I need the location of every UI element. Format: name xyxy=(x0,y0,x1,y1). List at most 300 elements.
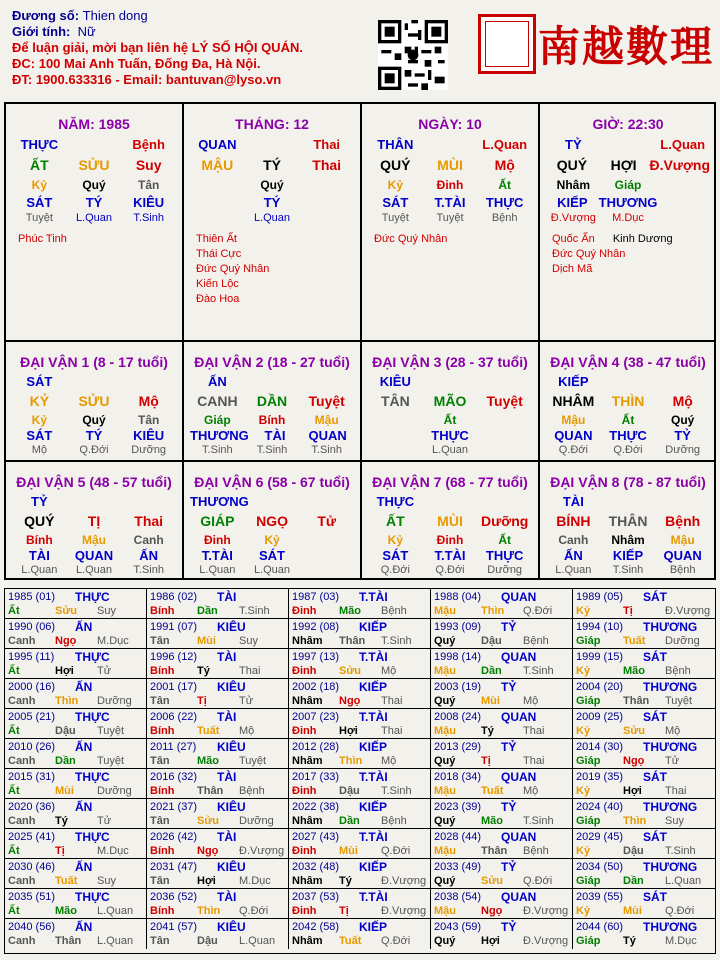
contact-line: Để luận giải, mời bạn liên hệ LÝ SỐ HỘI QUÁN. xyxy=(12,40,303,55)
year-label: 2010 (26) xyxy=(8,741,56,753)
year-phase: Suy xyxy=(239,635,258,647)
year-phase: Tử xyxy=(665,755,680,767)
year-branch: Ngọ xyxy=(55,635,77,647)
year-phase: Mộ xyxy=(523,785,539,797)
year-ten-god: THƯƠNG xyxy=(643,620,698,634)
year-ten-god: KIÊU xyxy=(217,620,246,634)
pillar-entry: SÁT xyxy=(26,194,53,210)
year-branch: Ngọ xyxy=(339,695,361,707)
pillar-entry: MÙI xyxy=(437,513,463,529)
year-branch: Tị xyxy=(339,905,349,917)
pillar-entry: THỰC xyxy=(431,427,469,443)
year-stem: Ất xyxy=(8,605,20,617)
year-stem: Tân xyxy=(150,875,170,887)
year-ten-god: ẤN xyxy=(75,620,93,634)
year-branch: Ngọ xyxy=(481,905,503,917)
year-phase: Đ.Vượng xyxy=(665,605,711,617)
year-phase: Mộ xyxy=(381,755,397,767)
pillar-entry: ẤT xyxy=(30,157,49,173)
year-cell xyxy=(289,799,431,829)
year-stem: Tân xyxy=(150,755,170,767)
year-branch: Mão xyxy=(55,905,77,917)
year-cell xyxy=(573,859,715,889)
pillar-entry: SÁT xyxy=(259,547,285,563)
dai-van-cell-2 xyxy=(184,342,362,462)
year-phase: T.Sinh xyxy=(381,635,412,647)
pillar-entry: CANH xyxy=(197,393,238,409)
year-ten-god: T.TÀI xyxy=(359,890,388,904)
pillar-entry: BÍNH xyxy=(556,513,591,529)
pillar-entry: Bính xyxy=(258,413,286,427)
pillar-entry: ẤN xyxy=(563,547,583,563)
pillar-entry: Tử xyxy=(317,513,337,529)
note-text: Dịch Mã xyxy=(552,263,593,275)
year-branch: Mùi xyxy=(623,905,642,917)
year-phase: Thai xyxy=(239,665,261,677)
year-label: 2031 (47) xyxy=(150,861,198,873)
pillar-entry: ẤN xyxy=(207,373,227,389)
year-cell xyxy=(431,799,573,829)
header-info xyxy=(12,8,372,88)
year-label: 2015 (31) xyxy=(8,771,56,783)
year-branch: Dần xyxy=(481,665,502,677)
year-label: 2002 (18) xyxy=(292,681,340,693)
pillar-entry: SÁT xyxy=(26,373,53,389)
year-phase: Đ.Vượng xyxy=(523,935,569,947)
year-stem: Canh xyxy=(8,755,36,767)
pillar-entry: MÃO xyxy=(433,393,467,409)
pillar-entry: Mộ xyxy=(672,393,693,409)
pillar-entry: Canh xyxy=(558,533,589,547)
year-cell xyxy=(147,769,289,799)
year-phase: Dưỡng xyxy=(97,785,132,797)
pillar-entry: SÁT xyxy=(382,194,409,210)
pillar-entry: L.Quan xyxy=(555,563,592,576)
year-cell xyxy=(289,769,431,799)
pillar-entry: T.Sinh xyxy=(133,211,164,224)
year-ten-god: ẤN xyxy=(75,920,93,934)
dai-van-cell-8 xyxy=(540,462,716,578)
dai-van-cell-7 xyxy=(362,462,540,578)
year-cell xyxy=(5,799,147,829)
year-label: 2024 (40) xyxy=(576,801,624,813)
year-phase: Q.Đới xyxy=(665,905,695,917)
year-ten-god: TỶ xyxy=(501,740,517,754)
year-ten-god: THƯƠNG xyxy=(643,920,698,934)
year-branch: Dần xyxy=(197,605,218,617)
year-branch: Mùi xyxy=(197,635,216,647)
year-ten-god: TỶ xyxy=(501,860,517,874)
pillar-entry: Ất xyxy=(621,413,635,427)
pillar-entry: Nhâm xyxy=(611,533,645,547)
year-ten-god: KIÊU xyxy=(217,920,246,934)
pillar-entry: Kỷ xyxy=(31,178,47,192)
pillar-entry: MẬU xyxy=(201,157,234,173)
pillar-entry: Tuyệt xyxy=(436,211,464,224)
pillar-entry: TÝ xyxy=(263,157,281,173)
year-branch: Thìn xyxy=(197,905,221,917)
year-cell xyxy=(5,679,147,709)
year-stem: Canh xyxy=(8,815,36,827)
year-branch: Sửu xyxy=(481,875,504,887)
pillar-entry: T.Sinh xyxy=(612,563,644,576)
year-ten-god: TÀI xyxy=(217,770,237,784)
year-label: 2037 (53) xyxy=(292,891,340,903)
year-branch: Mùi xyxy=(339,845,358,857)
year-branch: Thân xyxy=(55,935,82,947)
year-stem: Quý xyxy=(434,635,456,647)
year-label: 2011 (27) xyxy=(150,741,197,753)
year-stem: Ất xyxy=(8,845,20,857)
pillar-entry: Đinh xyxy=(436,533,464,547)
year-ten-god: SÁT xyxy=(643,830,667,844)
cell-title: ĐẠI VẬN 8 (78 - 87 tuổi) xyxy=(550,474,706,490)
year-cell xyxy=(5,739,147,769)
cell-title: ĐẠI VẬN 6 (58 - 67 tuổi) xyxy=(194,474,350,490)
year-label: 2042 (58) xyxy=(292,921,340,933)
note-text: Đào Hoa xyxy=(196,293,240,305)
year-phase: Suy xyxy=(97,875,116,887)
year-label: 2016 (32) xyxy=(150,771,198,783)
owner-name: Thien dong xyxy=(82,8,148,23)
year-stem: Mậu xyxy=(434,905,456,917)
pillar-entry: Thai xyxy=(312,157,342,173)
pillar-entry: Tuyệt xyxy=(25,211,53,224)
year-stem: Kỷ xyxy=(576,905,591,917)
year-branch: Dậu xyxy=(197,935,218,947)
pillar-entry: Tuyệt xyxy=(381,211,409,224)
year-branch: Thân xyxy=(339,635,366,647)
year-label: 2009 (25) xyxy=(576,711,624,723)
year-label: 2001 (17) xyxy=(150,681,198,693)
year-label: 2018 (34) xyxy=(434,771,482,783)
pillar-entry: TÝ xyxy=(85,194,103,210)
year-cell xyxy=(431,769,573,799)
year-ten-god: THƯƠNG xyxy=(643,740,698,754)
year-label: 2017 (33) xyxy=(292,771,340,783)
year-branch: Dần xyxy=(623,875,644,887)
pillar-entry: Dưỡng xyxy=(131,443,167,456)
year-stem: Nhâm xyxy=(292,755,323,767)
pillar-entry: Q.Đới xyxy=(435,563,465,576)
year-stem: Quý xyxy=(434,815,456,827)
dai-van-cell-6 xyxy=(184,462,362,578)
year-branch: Ngọ xyxy=(623,755,645,767)
year-cell xyxy=(289,649,431,679)
year-phase: Q.Đới xyxy=(523,875,553,887)
cell-title: ĐẠI VẬN 7 (68 - 77 tuổi) xyxy=(372,474,528,490)
year-branch: Thân xyxy=(623,695,650,707)
year-phase: Đ.Vượng xyxy=(239,845,285,857)
year-ten-god: TÀI xyxy=(217,830,237,844)
pillar-entry: TÀI xyxy=(264,427,286,443)
year-ten-god: ẤN xyxy=(75,800,93,814)
year-ten-god: KIẾP xyxy=(359,680,388,694)
pillar-entry: QUÝ xyxy=(556,157,588,173)
year-phase: Mộ xyxy=(665,725,681,737)
year-phase: Tử xyxy=(239,695,254,707)
year-label: 2028 (44) xyxy=(434,831,482,843)
year-label: 1994 (10) xyxy=(576,621,624,633)
year-ten-god: QUAN xyxy=(501,830,537,844)
pillar-notes xyxy=(374,232,447,247)
year-ten-god: THƯƠNG xyxy=(643,800,698,814)
year-ten-god: THỰC xyxy=(75,890,110,904)
pillar-entry: Ất xyxy=(443,413,457,427)
year-label: 1985 (01) xyxy=(8,591,56,603)
cell-title: ĐẠI VẬN 4 (38 - 47 tuổi) xyxy=(550,354,706,370)
pillar-entry: L.Quan xyxy=(253,211,291,224)
year-stem: Bính xyxy=(150,785,175,797)
pillar-entry: T.Sinh xyxy=(202,443,233,456)
year-label: 2005 (21) xyxy=(8,711,56,723)
year-stem: Giáp xyxy=(576,935,601,947)
year-branch: Hợi xyxy=(197,875,216,887)
year-cell xyxy=(5,829,147,859)
pillar-entry: L.Quan xyxy=(253,563,291,576)
year-ten-god: ẤN xyxy=(75,740,93,754)
year-label: 2020 (36) xyxy=(8,801,56,813)
year-branch: Sửu xyxy=(55,605,78,617)
year-cell xyxy=(147,709,289,739)
year-ten-god: QUAN xyxy=(501,890,537,904)
pillar-entry: TỶ xyxy=(565,136,582,152)
pillar-entry: Mậu xyxy=(82,533,106,547)
year-stem: Ất xyxy=(8,665,20,677)
address-line: ĐC: 100 Mai Anh Tuấn, Đống Đa, Hà Nội. xyxy=(12,56,261,71)
year-branch: Dậu xyxy=(55,725,76,737)
year-branch: Mùi xyxy=(481,695,500,707)
year-stem: Bính xyxy=(150,845,175,857)
pillar-notes xyxy=(552,232,673,277)
year-phase: Dưỡng xyxy=(239,815,274,827)
year-cell xyxy=(573,589,715,619)
year-cell xyxy=(431,589,573,619)
pillar-entry: Mậu xyxy=(314,413,339,427)
year-ten-god: T.TÀI xyxy=(359,590,388,604)
year-ten-god: KIẾP xyxy=(359,920,388,934)
cell-title: ĐẠI VẬN 3 (28 - 37 tuổi) xyxy=(372,354,528,370)
pillar-entry: QUÝ xyxy=(380,157,411,173)
year-stem: Canh xyxy=(8,635,36,647)
year-label: 1999 (15) xyxy=(576,651,624,663)
year-ten-god: KIẾP xyxy=(359,740,388,754)
year-phase: Tử xyxy=(97,665,112,677)
year-stem: Kỷ xyxy=(576,845,591,857)
year-cell xyxy=(147,589,289,619)
year-stem: Quý xyxy=(434,875,456,887)
pillar-entry: KIẾP xyxy=(612,547,644,563)
year-ten-god: T.TÀI xyxy=(359,770,388,784)
pillar-entry: Bính xyxy=(26,533,53,547)
year-phase: Mộ xyxy=(381,665,397,677)
year-phase: Bệnh xyxy=(523,635,549,647)
pillar-entry: Bệnh xyxy=(132,136,165,152)
pillar-entry: Canh xyxy=(133,533,164,547)
year-label: 2022 (38) xyxy=(292,801,340,813)
year-cell xyxy=(289,889,431,919)
pillar-entry: SÁT xyxy=(26,427,53,443)
pillar-entry: Bệnh xyxy=(669,563,696,576)
year-phase: T.Sinh xyxy=(523,665,554,677)
year-cell xyxy=(573,889,715,919)
pillar-entry: THỰC xyxy=(609,427,647,443)
year-stem: Mậu xyxy=(434,845,456,857)
year-label: 1986 (02) xyxy=(150,591,198,603)
year-stem: Kỷ xyxy=(576,725,591,737)
year-stem: Nhâm xyxy=(292,815,323,827)
pillar-entry: Đ.Vượng xyxy=(550,211,596,224)
year-branch: Dậu xyxy=(623,845,644,857)
year-cell xyxy=(573,709,715,739)
year-label: 2004 (20) xyxy=(576,681,624,693)
pillar-cell-3 xyxy=(362,104,540,342)
pillar-entry: HỢI xyxy=(610,157,637,173)
year-phase: Q.Đới xyxy=(523,605,553,617)
year-branch: Tị xyxy=(55,845,65,857)
pillar-entry: TÀI xyxy=(562,493,584,509)
year-stem: Quý xyxy=(434,695,456,707)
year-ten-god: TỶ xyxy=(501,620,517,634)
year-branch: Hợi xyxy=(339,725,358,737)
note-text: Thái Cực xyxy=(196,248,242,260)
pillar-entry: THƯƠNG xyxy=(190,493,249,509)
year-stem: Giáp xyxy=(576,815,601,827)
year-label: 2034 (50) xyxy=(576,861,624,873)
year-label: 2025 (41) xyxy=(8,831,56,843)
year-ten-god: QUAN xyxy=(501,770,537,784)
year-cell xyxy=(289,619,431,649)
pillar-entry: THÌN xyxy=(611,393,645,409)
year-label: 1998 (14) xyxy=(434,651,482,663)
pillar-entry: QUÝ xyxy=(24,513,55,529)
pillar-entry: ẤT xyxy=(386,513,405,529)
year-label: 2012 (28) xyxy=(292,741,340,753)
year-phase: Thai xyxy=(523,755,545,767)
year-ten-god: THƯƠNG xyxy=(643,860,698,874)
year-ten-god: THỰC xyxy=(75,650,110,664)
year-cell xyxy=(431,709,573,739)
pillar-entry: Thai xyxy=(134,513,164,529)
year-phase: Mộ xyxy=(523,695,539,707)
pillar-entry: Mậu xyxy=(670,533,695,547)
year-ten-god: SÁT xyxy=(643,770,667,784)
year-label: 2008 (24) xyxy=(434,711,482,723)
year-cell xyxy=(147,739,289,769)
year-label: 2019 (35) xyxy=(576,771,624,783)
note-text: Kiến Lộc xyxy=(196,278,239,290)
year-label: 1993 (09) xyxy=(434,621,482,633)
pillar-entry: Tuyệt xyxy=(308,393,345,409)
year-stem: Nhâm xyxy=(292,875,323,887)
year-phase: M.Dục xyxy=(239,875,271,887)
year-phase: T.Sinh xyxy=(239,605,270,617)
cell-title: ĐẠI VẬN 5 (48 - 57 tuổi) xyxy=(16,474,172,490)
dai-van-cell-4 xyxy=(540,342,716,462)
pillar-entry: T.Sinh xyxy=(256,443,288,456)
year-phase: T.Sinh xyxy=(523,815,554,827)
pillar-entry: T.TÀI xyxy=(434,547,466,563)
year-ten-god: QUAN xyxy=(501,590,537,604)
year-branch: Tị xyxy=(197,695,207,707)
pillar-entry: Thai xyxy=(313,136,341,152)
year-branch: Tý xyxy=(55,815,68,827)
year-phase: Thai xyxy=(665,785,687,797)
year-cell xyxy=(147,619,289,649)
year-cell xyxy=(573,799,715,829)
pillar-entry: NHÂM xyxy=(552,393,595,409)
pillar-entry: Tuyệt xyxy=(486,393,523,409)
pillar-entry: Bệnh xyxy=(665,513,701,529)
pillar-entry: L.Quan xyxy=(431,443,469,456)
dai-van-cell-3 xyxy=(362,342,540,462)
year-label: 2032 (48) xyxy=(292,861,340,873)
year-cell xyxy=(147,829,289,859)
year-cell xyxy=(431,889,573,919)
pillar-entry: TÀI xyxy=(28,547,50,563)
year-phase: L.Quan xyxy=(97,935,134,947)
year-ten-god: KIẾP xyxy=(359,620,388,634)
year-stem: Nhâm xyxy=(292,695,323,707)
year-stem: Tân xyxy=(150,815,170,827)
year-stem: Tân xyxy=(150,935,170,947)
pillar-entry: L.Quan xyxy=(75,563,113,576)
note-text: Đức Quý Nhân xyxy=(552,248,626,260)
pillar-entry: Dưỡng xyxy=(487,563,523,576)
year-phase: Thai xyxy=(381,725,403,737)
pillar-entry: Quý xyxy=(82,178,106,192)
year-cell xyxy=(289,709,431,739)
note-text: Đức Quý Nhân xyxy=(196,263,270,275)
year-cell xyxy=(431,739,573,769)
pillar-entry: Kỷ xyxy=(264,533,280,547)
year-stem: Mậu xyxy=(434,785,456,797)
year-ten-god: TỶ xyxy=(501,800,517,814)
year-cell xyxy=(573,919,715,949)
year-stem: Quý xyxy=(434,755,456,767)
year-branch: Tuất xyxy=(197,725,220,737)
year-phase: Dưỡng xyxy=(665,635,700,647)
pillar-entry: Giáp xyxy=(614,178,642,192)
pillar-entry: Quý xyxy=(671,413,695,427)
year-cell xyxy=(431,649,573,679)
pillar-entry: THƯƠNG xyxy=(190,427,249,443)
year-phase: Tuyệt xyxy=(665,695,693,707)
year-phase: Tuyệt xyxy=(97,755,125,767)
pillar-entry: Dưỡng xyxy=(481,513,529,529)
year-branch: Thìn xyxy=(55,695,79,707)
year-label: 2000 (16) xyxy=(8,681,56,693)
pillar-entry: KIÊU xyxy=(379,373,411,389)
pillar-entry: Q.Đới xyxy=(79,443,109,456)
pillar-cell-2 xyxy=(184,104,362,342)
year-ten-god: KIÊU xyxy=(217,860,246,874)
year-branch: Mão xyxy=(481,815,503,827)
pillar-entry: Bệnh xyxy=(491,211,518,224)
year-branch: Tuất xyxy=(339,935,362,947)
pillar-cell-1 xyxy=(6,104,184,342)
pillar-entry: QUAN xyxy=(554,427,593,443)
year-branch: Mùi xyxy=(55,785,74,797)
year-phase: Thai xyxy=(523,725,545,737)
year-cell xyxy=(5,859,147,889)
pillar-entry: KỶ xyxy=(29,393,50,409)
cell-title: ĐẠI VẬN 2 (18 - 27 tuổi) xyxy=(194,354,350,370)
year-cell xyxy=(289,679,431,709)
year-stem: Nhâm xyxy=(292,935,323,947)
year-label: 2033 (49) xyxy=(434,861,482,873)
year-stem: Kỷ xyxy=(576,605,591,617)
